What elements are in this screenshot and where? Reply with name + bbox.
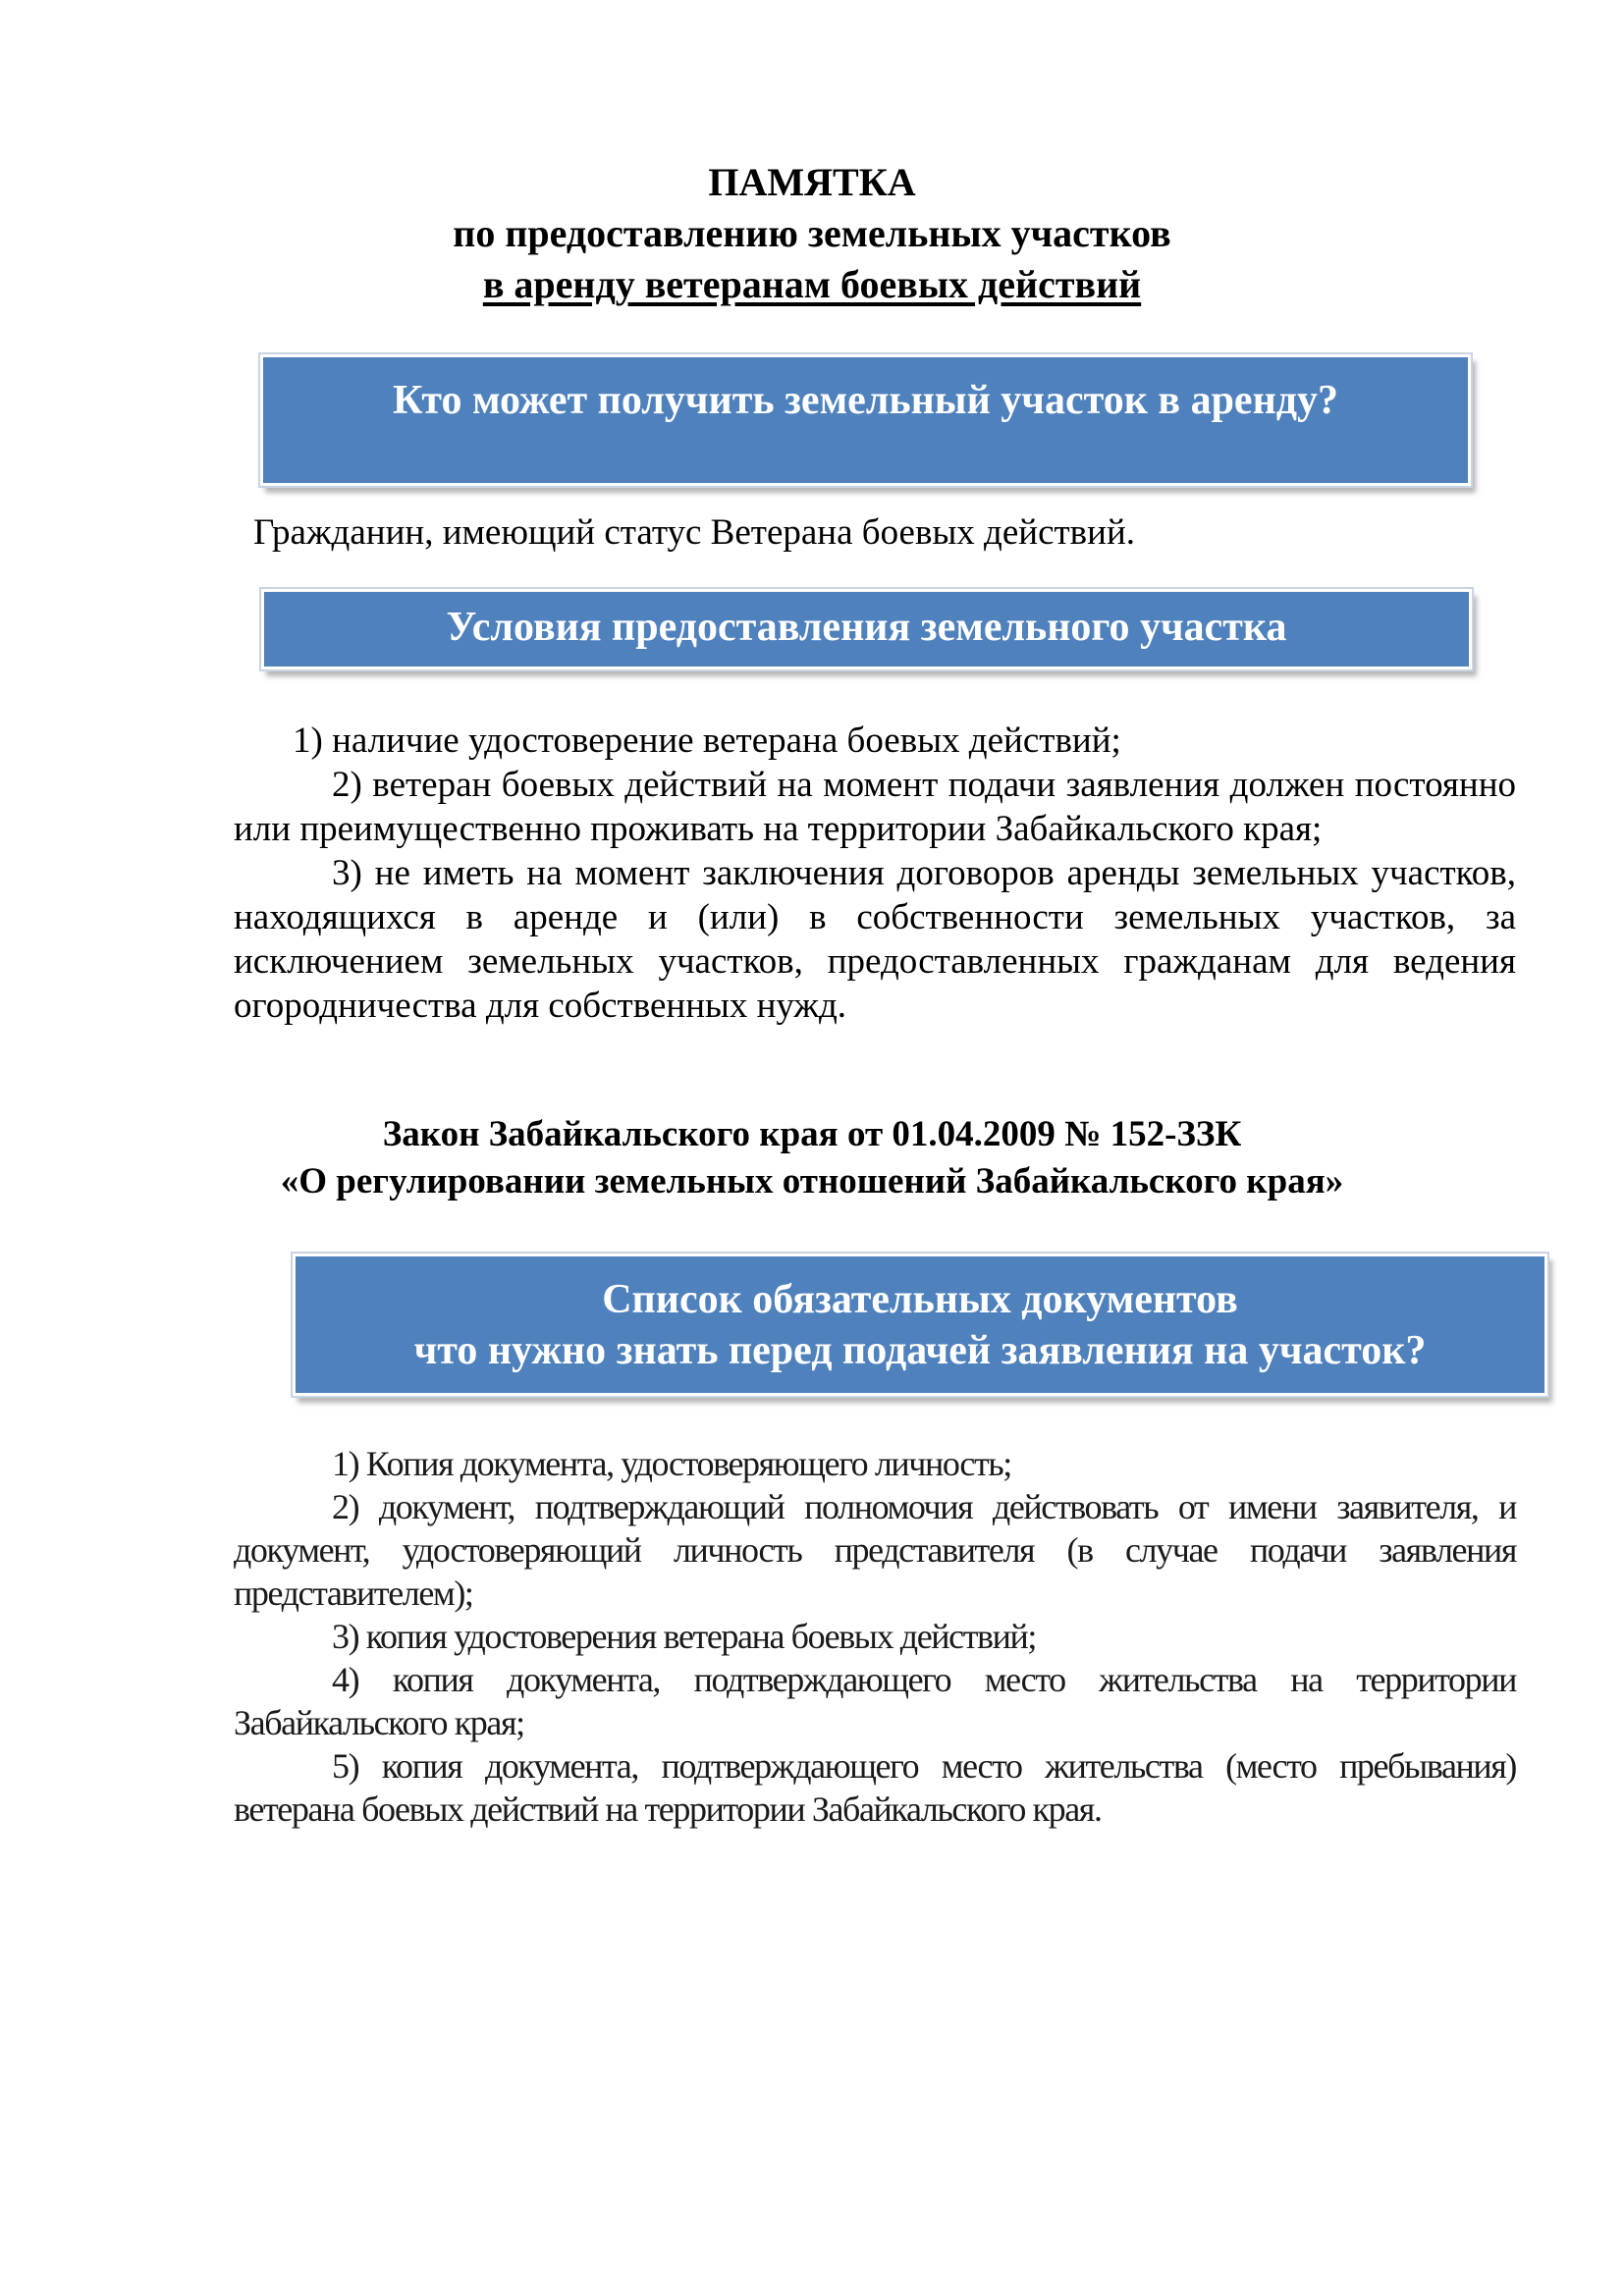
document-title <box>0 157 1624 310</box>
document-item-5: 5) копия документа, подтверждающего место жительства (место пребывания) ветерана боевых действий на территории Забайкальского края. <box>234 1746 1516 1829</box>
document-item-4: 4) копия документа, подтверждающего место жительства на территории Забайкальского края; <box>234 1660 1516 1742</box>
law-reference <box>0 1111 1624 1205</box>
documents-list <box>234 1442 1516 1831</box>
title-line-3 <box>0 259 1624 310</box>
condition-item-1: 1) наличие удостоверение ветерана боевых действий; <box>293 721 1121 761</box>
who-text: Гражданин, имеющий статус Ветерана боевых действий. <box>253 512 1136 553</box>
document-item-1: 1) Копия документа, удостоверяющего личность; <box>332 1444 1011 1483</box>
law-line-1: Закон Забайкальского края от 01.04.2009 № 152-ЗЗК <box>382 1114 1242 1154</box>
title-line-2: по предоставлению земельных участков <box>453 211 1171 255</box>
documents-heading-line-2: что нужно знать перед подачей заявления на участок? <box>413 1328 1427 1373</box>
title-line-1: ПАМЯТКА <box>708 160 916 204</box>
conditions-list <box>234 719 1516 1028</box>
law-line-2: «О регулировании земельных отношений Забайкальского края» <box>280 1161 1344 1201</box>
condition-item-3: 3) не иметь на момент заключения договоров аренды земельных участков, находящихся в аренде и (или) в собственности земельных участков, за исключением земельных участков, предоставленных гражданам для ведения огородничества для собственных нужд. <box>234 853 1516 1026</box>
section-heading-who: Кто может получить земельный участок в аренду? <box>260 354 1471 486</box>
section-heading-conditions: Условия предоставления земельного участка <box>261 589 1472 669</box>
documents-heading-line-1: Список обязательных документов <box>602 1277 1238 1322</box>
condition-item-2: 2) ветеран боевых действий на момент подачи заявления должен постоянно или преимущественно проживать на территории Забайкальского края; <box>234 765 1516 849</box>
document-item-3: 3) копия удостоверения ветерана боевых действий; <box>332 1617 1036 1656</box>
title-line-3-text: в аренду ветеранам боевых действий <box>482 262 1142 306</box>
document-item-2: 2) документ, подтверждающий полномочия действовать от имени заявителя, и документ, удостоверяющий личность представителя (в случае подачи заявления представителем); <box>234 1487 1516 1613</box>
section-heading-documents <box>293 1254 1547 1396</box>
